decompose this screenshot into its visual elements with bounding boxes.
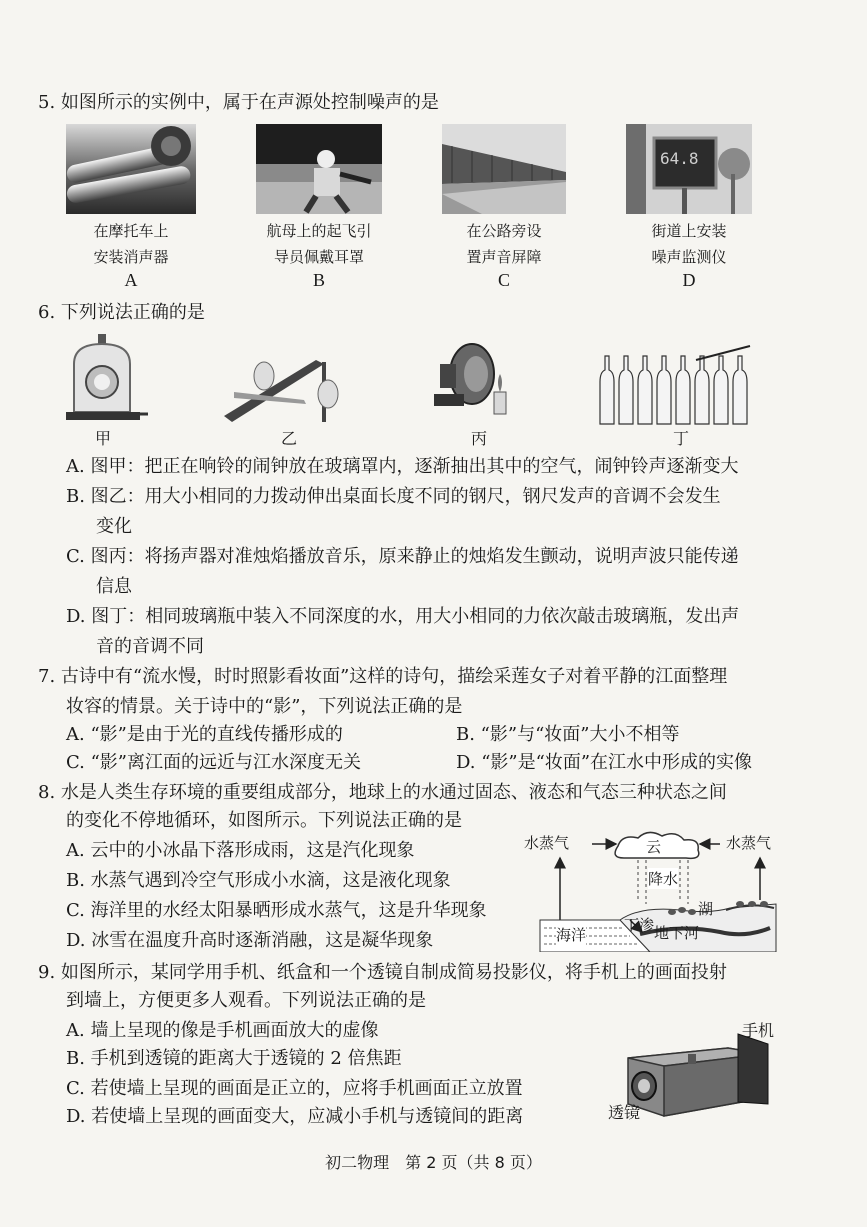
q9-option-d: D. 若使墙上呈现的画面变大，应减小手机与透镜间的距离 bbox=[66, 1106, 524, 1127]
q8-option-c: C. 海洋里的水经太阳暴晒形成水蒸气，这是升华现象 bbox=[66, 900, 487, 921]
q5-option-a-line2: 安装消声器 bbox=[93, 248, 169, 266]
q6-option-b-cont: 变化 bbox=[96, 516, 132, 537]
q5-option-a-line1: 在摩托车上 bbox=[93, 222, 169, 240]
q9-stem-line2: 到墙上，方便更多人观看。下列说法正确的是 bbox=[66, 990, 426, 1011]
q8-option-b: B. 水蒸气遇到冷空气形成小水滴，这是液化现象 bbox=[66, 870, 451, 891]
glass-bottle bbox=[733, 356, 747, 424]
glass-bottle bbox=[695, 356, 709, 424]
glass-bottle bbox=[619, 356, 633, 424]
seep-label: 下渗 bbox=[624, 916, 655, 934]
glass-bottle bbox=[638, 356, 652, 424]
q5-option-a-letter: A bbox=[124, 270, 138, 290]
q5-option-c-line1: 在公路旁设 bbox=[466, 222, 542, 240]
q8-stem-line2: 的变化不停地循环，如图所示。下列说法正确的是 bbox=[66, 810, 462, 831]
q7-stem-line2: 妆容的情景。关于诗中的“影”，下列说法正确的是 bbox=[66, 696, 463, 717]
q6-figure-label-yi: 乙 bbox=[280, 429, 297, 448]
glass-bottle bbox=[600, 356, 614, 424]
q7-option-a: A. “影”是由于光的直线传播形成的 bbox=[66, 724, 343, 745]
q5-option-c-letter: C bbox=[497, 270, 510, 290]
q7-option-c: C. “影”离江面的远近与江水深度无关 bbox=[66, 752, 361, 773]
q5-option-d-line2: 噪声监测仪 bbox=[651, 248, 727, 266]
phone-projector-figure bbox=[608, 1021, 778, 1134]
q5-option-b-letter: B bbox=[312, 270, 325, 290]
q6-figure-label-ding: 丁 bbox=[672, 429, 689, 448]
glass-bottle bbox=[714, 356, 728, 424]
bell-jar-figure bbox=[60, 334, 150, 424]
ocean-label: 海洋 bbox=[556, 926, 587, 944]
q6-option-a: A. 图甲：把正在响铃的闹钟放在玻璃罩内，逐渐抽出其中的空气，闹钟铃声逐渐变大 bbox=[66, 456, 739, 477]
q7-option-b: B. “影”与“妆面”大小不相等 bbox=[456, 724, 680, 745]
q6-figure-label-bing: 丙 bbox=[470, 429, 487, 448]
sound-barrier-photo bbox=[442, 124, 566, 214]
ruler-on-table-figure bbox=[224, 346, 348, 422]
q5-option-b-line1: 航母上的起飞引 bbox=[266, 222, 372, 240]
vapor-right-label: 水蒸气 bbox=[726, 834, 772, 852]
q8-stem-line1: 8. 水是人类生存环境的重要组成部分，地球上的水通过固态、液态和气态三种状态之间 bbox=[38, 782, 727, 803]
q9-stem-line1: 9. 如图所示，某同学用手机、纸盒和一个透镜自制成简易投影仪，将手机上的画面投射 bbox=[38, 962, 727, 983]
q5-option-d-line1: 街道上安装 bbox=[651, 222, 727, 240]
q9-option-c: C. 若使墙上呈现的画面是正立的，应将手机画面正立放置 bbox=[66, 1078, 523, 1099]
lens-label: 透镜 bbox=[608, 1103, 641, 1122]
q8-option-d: D. 冰雪在温度升高时逐渐消融，这是凝华现象 bbox=[66, 930, 434, 951]
motorcycle-muffler-photo bbox=[66, 124, 196, 214]
vapor-left-label: 水蒸气 bbox=[524, 834, 570, 852]
q6-option-b: B. 图乙：用大小相同的力拨动伸出桌面长度不同的钢尺，钢尺发声的音调不会发生 bbox=[66, 486, 721, 507]
q9-option-a: A. 墙上呈现的像是手机画面放大的虚像 bbox=[66, 1020, 379, 1041]
q6-option-d-cont: 音的音调不同 bbox=[96, 636, 204, 657]
water-cycle-diagram bbox=[524, 828, 780, 952]
q5-option-c-line2: 置声音屏障 bbox=[466, 248, 542, 266]
noise-monitor-photo bbox=[626, 124, 752, 214]
glass-bottle bbox=[676, 356, 690, 424]
q5-stem: 5. 如图所示的实例中，属于在声源处控制噪声的是 bbox=[38, 92, 439, 113]
page-footer: 初二物理 第 2 页（共 8 页） bbox=[325, 1153, 542, 1172]
q6-figure-label-jia: 甲 bbox=[94, 429, 111, 448]
phone-label: 手机 bbox=[742, 1021, 775, 1040]
q5-option-d-letter: D bbox=[682, 270, 696, 290]
speaker-candle-figure bbox=[430, 334, 530, 424]
q6-option-d: D. 图丁：相同玻璃瓶中装入不同深度的水，用大小相同的力依次敲击玻璃瓶，发出声 bbox=[66, 606, 740, 627]
rain-label: 降水 bbox=[648, 870, 679, 888]
carrier-director-photo bbox=[256, 124, 382, 214]
lake-label: 湖 bbox=[698, 900, 714, 918]
q8-option-a: A. 云中的小冰晶下落形成雨，这是汽化现象 bbox=[66, 840, 415, 861]
q6-stem: 6. 下列说法正确的是 bbox=[38, 302, 205, 323]
monitor-reading: 64.8 bbox=[660, 149, 699, 168]
glass-bottle bbox=[657, 356, 671, 424]
q6-option-c-cont: 信息 bbox=[96, 576, 132, 597]
q9-option-b: B. 手机到透镜的距离大于透镜的 2 倍焦距 bbox=[66, 1048, 402, 1069]
q5-option-b-line2: 导员佩戴耳罩 bbox=[273, 248, 364, 266]
q7-stem-line1: 7. 古诗中有“流水慢，时时照影看妆面”这样的诗句，描绘采莲女子对着平静的江面整理 bbox=[38, 666, 728, 687]
q7-option-d: D. “影”是“妆面”在江水中形成的实像 bbox=[456, 752, 753, 773]
cloud-label: 云 bbox=[646, 838, 662, 856]
water-bottles-figure bbox=[596, 342, 756, 426]
groundwater-label: 地下河 bbox=[654, 924, 700, 942]
q6-option-c: C. 图丙：将扬声器对准烛焰播放音乐，原来静止的烛焰发生颤动，说明声波只能传递 bbox=[66, 546, 739, 567]
